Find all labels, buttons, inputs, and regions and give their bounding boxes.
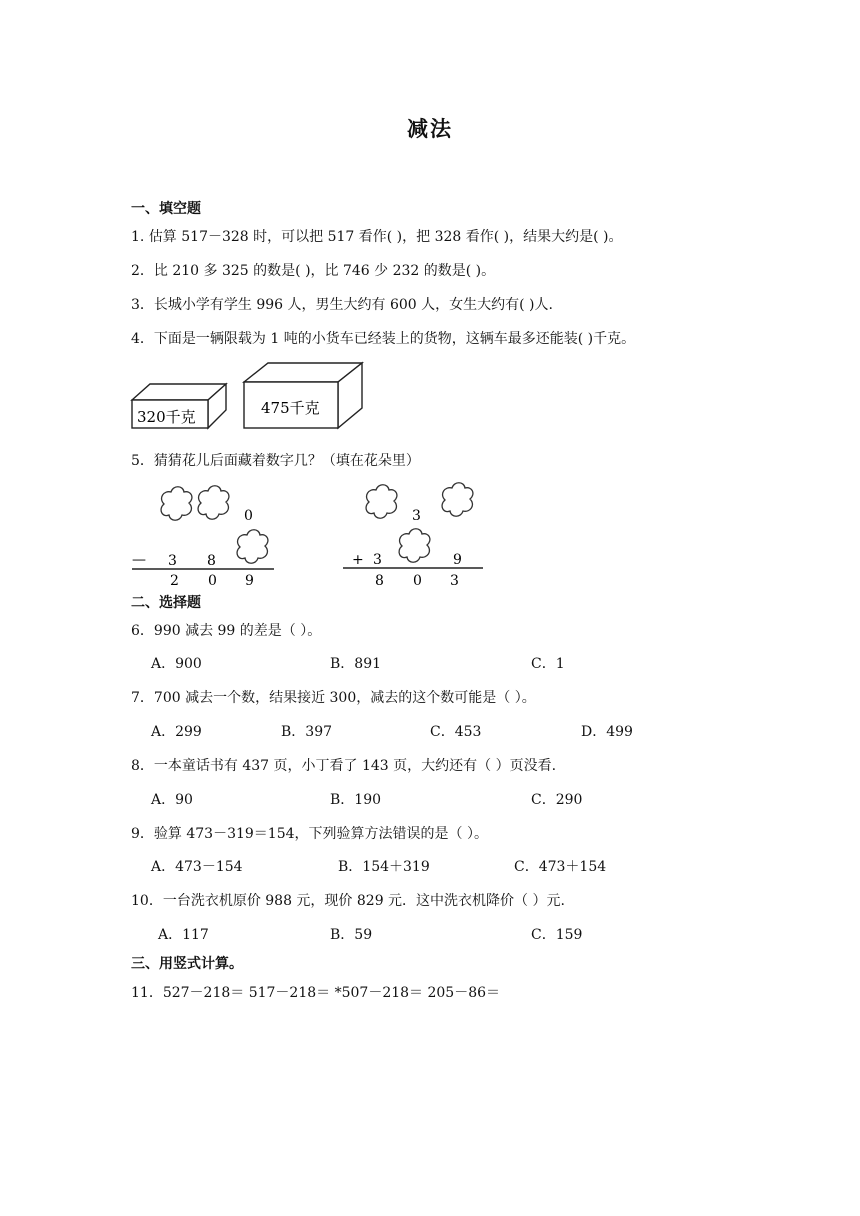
question-9: 9．验算 473－319＝154，下列验算方法错误的是（ ）。 [131,826,488,842]
puzzle2-result-digit: 8 [375,573,384,589]
puzzle1-mid-digit: 3 [168,553,177,569]
question-3: 3．长城小学有学生 996 人，男生大约有 600 人，女生大约有( )人. [131,297,553,313]
question-8: 8．一本童话书有 437 页，小丁看了 143 页，大约还有（ ）页没看. [131,758,557,774]
q7-option-d[interactable]: D．499 [581,724,633,740]
puzzle2-result-digit: 3 [450,573,459,589]
large-cargo-box [244,363,362,428]
puzzle2-result-digit: 0 [413,573,422,589]
q7-option-c[interactable]: C．453 [430,724,482,740]
q8-option-a[interactable]: A．90 [151,792,193,808]
puzzle2-mid-digit: 9 [453,552,462,568]
puzzle1-operator: — [132,552,146,568]
question-11: 11．527－218＝ 517－218＝ *507－218＝ 205－86＝ [131,985,501,1001]
question-1: 1. 估算 517－328 时，可以把 517 看作( )，把 328 看作( )，结果大约是( )。 [131,229,623,245]
flower-puzzle-2 [340,478,490,592]
q10-option-b[interactable]: B．59 [330,927,373,943]
puzzle2-operator: + [352,552,364,568]
question-2: 2．比 210 多 325 的数是( )，比 746 少 232 的数是( )。 [131,263,496,279]
q9-option-b[interactable]: B．154＋319 [338,859,430,875]
flower-icon [442,483,473,517]
section-heading-vertical-calc: 三、用竖式计算。 [131,956,243,972]
q9-option-a[interactable]: A．473－154 [151,859,243,875]
q7-option-b[interactable]: B．397 [281,724,333,740]
question-4: 4．下面是一辆限载为 1 吨的小货车已经装上的货物，这辆车最多还能装( )千克。 [131,331,636,347]
question-7: 7．700 减去一个数，结果接近 300，减去的这个数可能是（ ）。 [131,690,536,706]
page-title: 减法 [407,116,453,141]
cargo-boxes-figure [130,360,370,436]
small-box-label: 320千克 [137,408,196,426]
question-5: 5．猜猜花儿后面藏着数字几？（填在花朵里） [131,453,420,469]
puzzle1-result-digit: 2 [170,573,179,589]
flower-icon [366,485,397,519]
q6-option-b[interactable]: B．891 [330,656,382,672]
puzzle1-mid-digit: 8 [207,553,216,569]
q9-option-c[interactable]: C．473＋154 [514,859,607,875]
q8-option-b[interactable]: B．190 [330,792,382,808]
q10-option-a[interactable]: A．117 [158,927,209,943]
puzzle1-result-digit: 0 [208,573,217,589]
question-10: 10．一台洗衣机原价 988 元，现价 829 元．这中洗衣机降价（ ）元. [131,893,565,909]
flower-icon [198,486,229,520]
puzzle1-top-digit: 0 [244,508,253,524]
flower-puzzle-1 [128,480,278,592]
puzzle2-mid-digit: 3 [373,552,382,568]
flower-icon [161,487,192,521]
q7-option-a[interactable]: A．299 [151,724,202,740]
q8-option-c[interactable]: C．290 [531,792,583,808]
question-6: 6．990 减去 99 的差是（ ）。 [131,623,322,639]
flower-icon [237,530,268,564]
puzzle2-top-digit: 3 [412,508,421,524]
puzzle1-result-digit: 9 [245,573,254,589]
section-heading-multiple-choice: 二、选择题 [131,595,201,611]
section-heading-fill-in: 一、填空题 [131,201,201,217]
flower-icon [399,529,430,563]
large-box-label: 475千克 [261,399,320,417]
small-cargo-box [132,384,226,428]
q10-option-c[interactable]: C．159 [531,927,583,943]
q6-option-a[interactable]: A．900 [151,656,202,672]
q6-option-c[interactable]: C．1 [531,656,565,672]
